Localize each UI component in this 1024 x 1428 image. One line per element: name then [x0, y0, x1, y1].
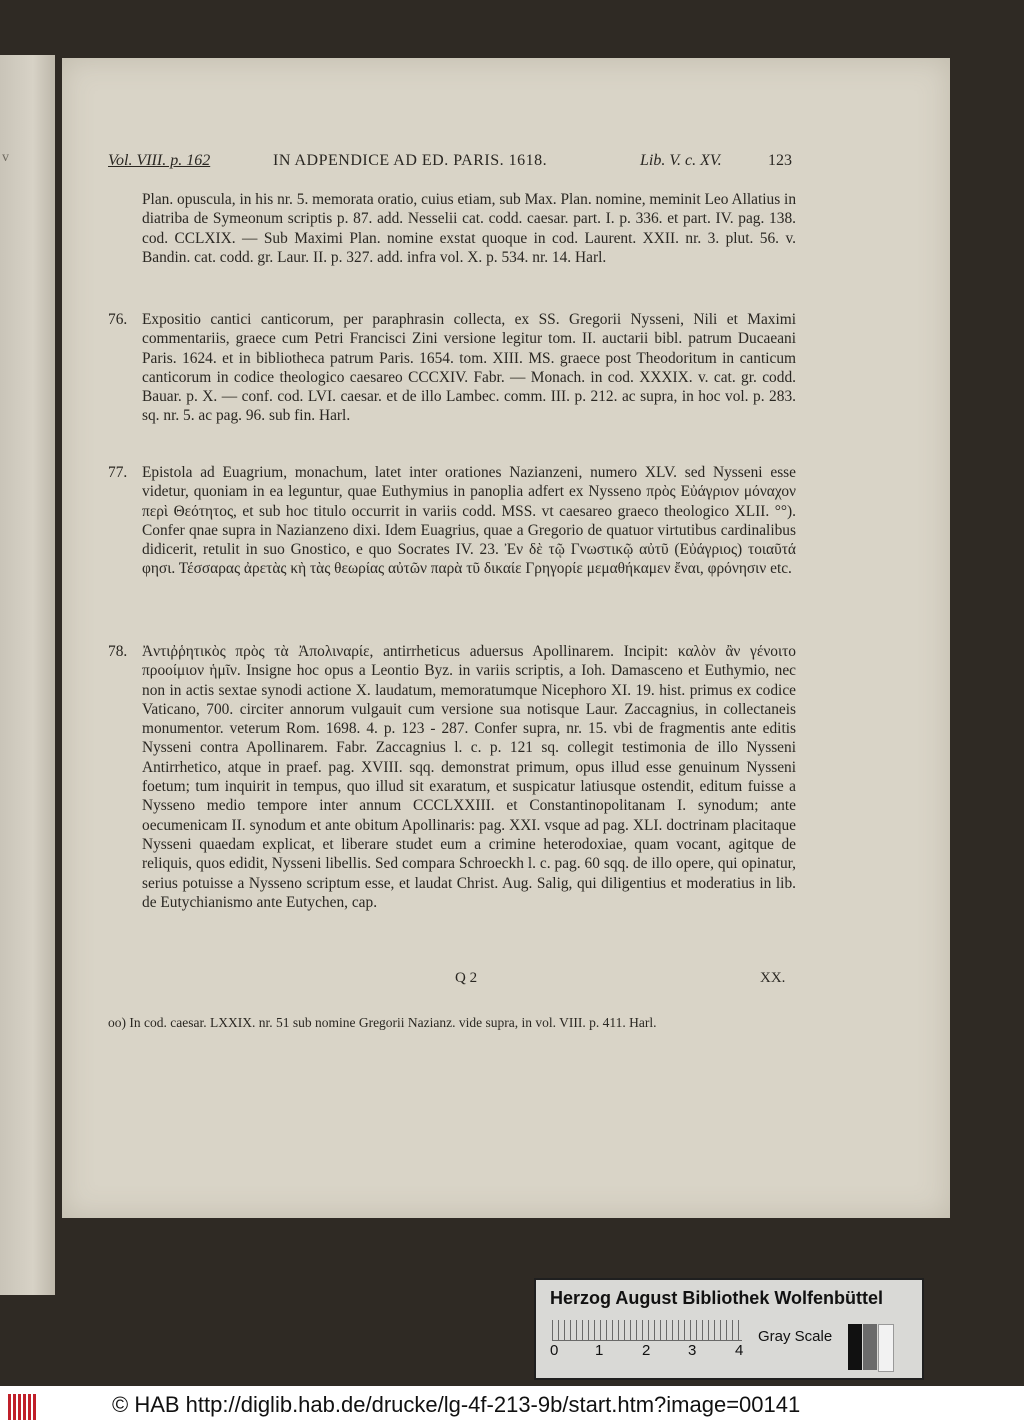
measure-ruler	[552, 1320, 742, 1341]
entry-text: Epistola ad Euagrium, monachum, latet inter orationes Nazianzeni, numero XLV. sed Nysseni esse videtur, quoniam in ea leguntur, quae Euthymius in panoplia adfert ex Nysseno πρὸς Εὐάγριον μόναχον περὶ Θεότητος, et sub hoc titulo occurrit in variis codd. MSS. vt caesareo graeco theologico XLII. °°). Confer qnae supra in Nazianzeno dixi. Idem Euagrius, quae a Gregorio de quatuor virtutibus cardinalibus didicerit, retulit in suo Gnostico, e quo Socrates IV. 23. Ἐν δὲ τῷ Γνωστικῷ αὐτῦ (Εὐάγριος) τοιαῦτά φησι. Τέσσαρας ἀρετὰς κὴ τὰς θεωρίας αὐτῶν παρὰ τῦ δικαίε Γρηγορίε μεμαθήκαμεν ἔναι, φρόνησιν etc.	[142, 464, 796, 578]
entry-number: 76.	[108, 311, 128, 328]
catchword: XX.	[760, 970, 786, 986]
book-chapter: Lib. V. c. XV.	[640, 152, 722, 169]
ruler-label: 2	[642, 1342, 651, 1359]
running-title: IN ADPENDICE AD ED. PARIS. 1618.	[273, 152, 548, 169]
footer-bar	[0, 1386, 1024, 1428]
entry-number: 78.	[108, 643, 128, 660]
hab-logo-icon	[8, 1394, 38, 1420]
entry-number: 77.	[108, 464, 128, 481]
library-name: Herzog August Bibliothek Wolfenbüttel	[550, 1288, 883, 1308]
swatch-white	[878, 1324, 894, 1372]
entry-text: Ἀντιῤῥητικὸς πρὸς τὰ Ἀπολιναρίε, antirrheticus aduersus Apollinarem. Incipit: καλὸν ἂν γένοιτο προοίμιον ἡμῖν. Insigne hoc opus a Leontio Byz. in variis scriptis, a Ioh. Damasceno et Euthymio, nec non in actis sextae synodi actione X. laudatum, memoratumque Nicephoro XI. 19. hist. primus ex codice Vaticano, 700. circiter annorum vulgauit cum versione sua notisque Laur. Zaccagnius, in collectaneis monumentor. veterum Rom. 1698. 4. p. 123 - 287. Confer supra, nr. 15. vbi de fragmentis ante editis Nysseni contra Apollinarem. Fabr. Zaccagnius l. c. p. 121 sq. collegit testimonia de illo Nysseni Antirrhetico, atque in praef. pag. XVIII. sqq. demonstrat primum, opus illud esse genuinum Nysseni foetum; tum inquirit in tempus, quo illud sit exaratum, et suspicatur latiusque ostendit, editum fuisse a Nysseno medio tempore inter annum CCCLXXIII. et Constantinopolitanam I. synodum; ante oecumenicam II. synodum et ante obitum Apollinaris: pag. XXI. vsque ad pag. XLI. doctrinam placitaque Nysseni quaedam explicat, et liberare studet eum a crimine heterodoxiae, quam vocant, agitque de reliquis, quos edidit, Nysseni libellis. Sed compara Schroeckh l. c. pag. 60 sqq. de illo opere, qui opinatur, serius potuisse a Nysseno scriptum esse, et laudat Christ. Aug. Salig, qui diligentius et moderatius in lib. de Eutychianismo ante Eutychen, cap.	[142, 643, 796, 911]
entry-text: Expositio cantici canticorum, per paraphrasin collecta, ex SS. Gregorii Nysseni, Nili et Maximi commentariis, graece cum Petri Francisci Zini versione legitur tom. II. auctarii bibl. patrum Ducaeani Paris. 1624. et in bibliotheca patrum Paris. 1654. tom. XIII. MS. graece post Theodoritum in canticum canticorum in codice theologico caesareo CCCXIV. Fabr. — Monach. in cod. XXXIX. v. cat. gr. codd. Bauar. p. X. — conf. cod. LVI. caesar. et de illo Lambec. comm. III. p. 212. ac supra, in hoc vol. p. 283. sq. nr. 5. ac pag. 96. sub fin. Harl.	[142, 311, 796, 425]
signature-mark: Q 2	[455, 970, 478, 986]
continuation-text: Plan. opuscula, in his nr. 5. memorata oratio, cuius etiam, sub Max. Plan. nomine, meminit Leo Allatius in diatriba de Symeonum scriptis p. 87. add. Nesselii cat. codd. caesar. part. I. p. 336. et part. IV. pag. 138. cod. CCLXIX. — Sub Maximi Plan. nomine exstat quoque in cod. Laurent. XXII. nr. 3. plut. 56. v. Bandin. cat. codd. gr. Laur. II. p. 327. add. infra vol. X. p. 534. nr. 14. Harl.	[142, 191, 797, 266]
edge-mark: v	[2, 150, 9, 165]
left-page-edge	[0, 55, 55, 1295]
ruler-label: 4	[735, 1342, 744, 1359]
footnote: oo) In cod. caesar. LXXIX. nr. 51 sub nomine Gregorii Nazianz. vide supra, in vol. VIII. p. 411. Harl.	[108, 1015, 657, 1030]
page-number: 123	[768, 152, 792, 169]
running-header	[108, 152, 798, 176]
color-calibration-card	[534, 1278, 924, 1380]
ruler-label: 0	[550, 1342, 559, 1359]
ruler-label: 1	[595, 1342, 604, 1359]
volume-reference: Vol. VIII. p. 162	[108, 152, 211, 169]
gray-scale-label: Gray Scale	[758, 1328, 833, 1345]
swatch-black	[848, 1324, 862, 1370]
copyright-url-text[interactable]: © HAB http://diglib.hab.de/drucke/lg-4f-213-9b/start.htm?image=00141	[112, 1392, 801, 1417]
ruler-label: 3	[688, 1342, 697, 1359]
swatch-gray	[863, 1324, 877, 1370]
